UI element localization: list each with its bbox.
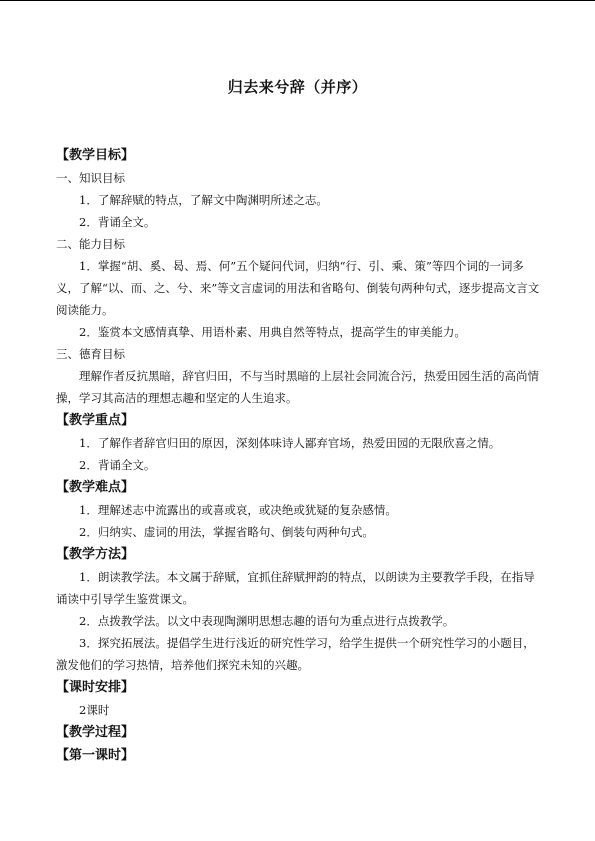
list-item: 2．背诵全文。	[79, 215, 156, 229]
list-item: 3．探究拓展法。提倡学生进行浅近的研究性学习，给学生提供一个研究性学习的小题目，激发他们的学习热情，培养他们探究未知的兴趣。	[56, 636, 535, 672]
list-item: 2．点拨教学法。以文中表现陶渊明思想志趣的语句为重点进行点拨教学。	[79, 614, 455, 628]
section-heading-process: 【教学过程】	[56, 725, 135, 740]
section-heading-difficulties: 【教学难点】	[56, 480, 135, 495]
subheading-ability-goals: 二、能力目标	[56, 237, 125, 251]
document-title: 归去来兮辞（并序）	[227, 78, 368, 96]
section-heading-methods: 【教学方法】	[56, 547, 135, 562]
list-item: 2．归纳实、虚词的用法，掌握省略句、倒装句两种句式。	[79, 525, 374, 539]
list-item: 1．掌握“胡、奚、曷、焉、何”五个疑问代词，归纳“行、引、乘、策”等四个词的一词多义，了解“以、而、之、兮、来”等文言虚词的用法和省略句、倒装句两种句式，逐步提高文言文阅读能力。	[56, 259, 540, 317]
section-heading-first-lesson: 【第一课时】	[56, 748, 135, 763]
schedule-text: 2课时	[79, 703, 110, 717]
list-item: 2．鉴赏本文感情真挚、用语朴素、用典自然等特点，提高学生的审美能力。	[79, 325, 466, 339]
section-heading-schedule: 【课时安排】	[56, 680, 135, 695]
list-item: 1．了解作者辞官归田的原因，深刻体味诗人鄙弃官场，热爱田园的无限欣喜之情。	[79, 436, 501, 450]
list-item: 2．背诵全文。	[79, 458, 156, 472]
list-item: 1．了解辞赋的特点，了解文中陶渊明所述之志。	[79, 193, 328, 207]
section-heading-key-points: 【教学重点】	[56, 413, 135, 428]
document-body	[56, 144, 544, 767]
paragraph-moral-goals: 理解作者反抗黑暗，辞官归田，不与当时黑暗的上层社会同流合污，热爱田园生活的高尚情操，学习其高洁的理想志趣和坚定的人生追求。	[56, 369, 539, 405]
list-item: 1．朗读教学法。本文属于辞赋，宜抓住辞赋押韵的特点，以朗读为主要教学手段，在指导诵读中引导学生鉴赏课文。	[56, 570, 535, 606]
page-top-rule	[0, 0, 595, 1]
subheading-knowledge-goals: 一、知识目标	[56, 171, 125, 185]
list-item: 1．理解述志中流露出的或喜或哀，或决绝或犹疑的复杂感情。	[79, 503, 397, 517]
section-heading-teaching-goals: 【教学目标】	[56, 148, 135, 163]
subheading-moral-goals: 三、德育目标	[56, 347, 125, 361]
